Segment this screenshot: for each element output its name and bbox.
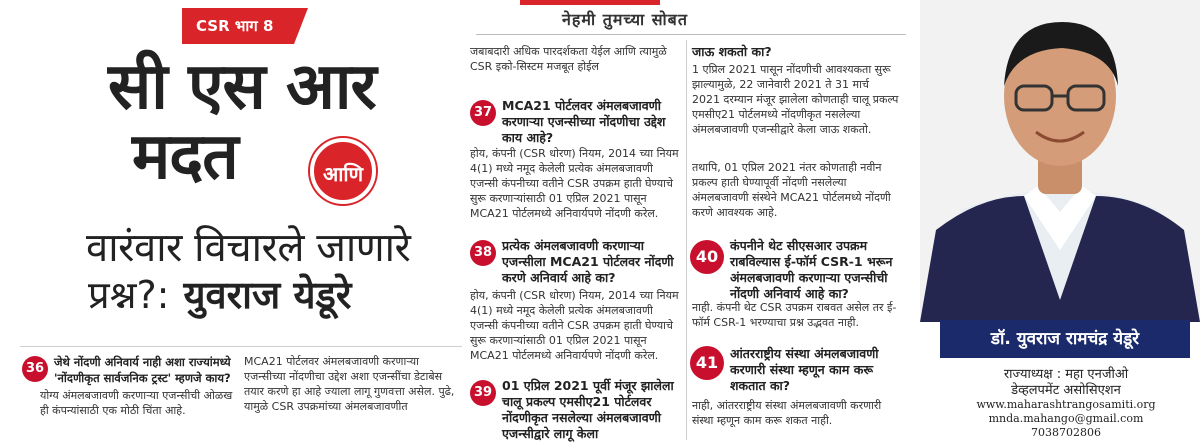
question-number-36: 36 (22, 356, 48, 382)
question-number-40: 40 (690, 240, 724, 274)
question-40: कंपनीने थेट सीएसआर उपक्रम राबविल्यास ई-फॉर्म CSR-1 भरून अंमलबजावणी करणाऱ्या एजन्सीची नोंदणी अनिवार्य आहे का? (730, 238, 893, 301)
question-38: प्रत्येक अंमलबजावणी करणाऱ्या एजन्सीला MCA21 पोर्टलवर नोंदणी करणे अनिवार्य आहे का? (502, 238, 674, 285)
question-number-41: 41 (690, 346, 724, 380)
question-number-39: 39 (470, 380, 496, 406)
answer-41: नाही, आंतरराष्ट्रीय संस्था अंमलबजावणी करणारी संस्था म्हणून काम करू शकत नाही. (692, 399, 882, 427)
question-39: 01 एप्रिल 2021 पूर्वी मंजूर झालेला चालू प्रकल्प एमसीए21 पोर्टलवर नोंदणीकृत नसलेल्या अंमलबजावणी एजन्सीद्वारे लागू केला (502, 378, 674, 441)
bottom-left-continuation: MCA21 पोर्टलवर अंमलबजावणी करणाऱ्या एजन्सीच्या नोंदणीचा उद्देश अशा एजन्सींचा डेटाबेस तयार करणे हा आहे ज्याला लागू गुणवत्ता असेल. पुढे, यामुळे CSR उपक्रमांच्या अंमलबजावणीत (244, 355, 455, 413)
main-title-line2: मदत (132, 120, 238, 194)
answer-38: होय, कंपनी (CSR धोरण) नियम, 2014 च्या नियम 4(1) मध्ये नमूद केलेली प्रत्येक अंमलबजावणी एजन्सी कंपनीच्या वतीने CSR उपक्रम हाती घेण्याचे सुरू करणाऱ्यांसाठी 01 एप्रिल 2021 पासून MCA21 पोर्टलमध्ये अनिवार्यपणे नोंदणी करेल. (470, 289, 679, 362)
main-title-line1: सी एस आर (108, 50, 376, 124)
profile-panel (906, 0, 1200, 448)
portrait-illustration (920, 0, 1200, 322)
profile-organization: डेव्हलपमेंट असोसिएशन (1011, 383, 1121, 398)
question-number-37: 37 (470, 100, 496, 126)
answer-37: होय, कंपनी (CSR धोरण) नियम, 2014 च्या नियम 4(1) मध्ये नमूद केलेली प्रत्येक अंमलबजावणी एजन्सी कंपनीच्या वतीने CSR उपक्रम हाती घेण्याचे सुरू करणाऱ्यांसाठी 01 एप्रिल 2021 पासून MCA21 पोर्टलमध्ये अनिवार्यपणे नोंदणी करेल. (470, 147, 679, 220)
section-banner: CSR भाग 8 (182, 8, 294, 44)
question-number-38: 38 (470, 240, 496, 266)
profile-name: डॉ. युवराज रामचंद्र येडूरे (940, 320, 1190, 358)
question-39-continued: जाऊ शकतो का? (692, 44, 772, 59)
profile-phone: 7038702806 (1031, 426, 1101, 439)
author-name: युवराज येडूरे (183, 273, 352, 317)
question-36: जेथे नोंदणी अनिवार्य नाही अशा राज्यांमध्ये 'नोंदणीकृत सार्वजनिक ट्रस्ट' म्हणजे काय? (54, 355, 231, 385)
masthead-rule (476, 34, 906, 35)
connector-badge: आणि (310, 138, 376, 204)
question-37: MCA21 पोर्टलवर अंमलबजावणी करणाऱ्या एजन्सीच्या नोंदणीचा उद्देश काय आहे? (502, 98, 666, 145)
answer-40: नाही. कंपनी थेट CSR उपक्रम राबवत असेल तर ई-फॉर्म CSR-1 भरण्याचा प्रश्न उद्भवत नाही. (692, 301, 897, 329)
profile-website: www.maharashtrangosamiti.org (976, 398, 1156, 411)
subtitle-prefix: प्रश्न?: (88, 273, 170, 317)
column-divider (686, 40, 687, 440)
subtitle-author-line (88, 268, 351, 320)
profile-email: mnda.mahango@gmail.com (988, 412, 1144, 425)
subtitle: वारंवार विचारले जाणारे (86, 225, 411, 271)
answer-39-continued: तथापि, 01 एप्रिल 2021 नंतर कोणताही नवीन प्रकल्प हाती घेण्यापूर्वी नोंदणी नसलेल्या अंमलबजावणी संस्थेने MCA21 पोर्टलमध्ये नोंदणी करणे आवश्यक आहे. (692, 161, 891, 219)
masthead-accent-bar (520, 0, 660, 5)
col1-intro: जबाबदारी अधिक पारदर्शकता येईल आणि त्यामुळे CSR इको-सिस्टम मजबूत होईल (470, 45, 667, 73)
bottom-left-rule (20, 346, 462, 347)
masthead-tagline: नेहमी तुमच्या सोबत (562, 10, 688, 29)
answer-39: 1 एप्रिल 2021 पासून नोंदणीची आवश्यकता सुरू झाल्यामुळे, 22 जानेवारी 2021 ते 31 मार्च 2021 दरम्यान मंजूर झालेला कोणताही चालू प्रकल्प एमसीए21 पोर्टलमध्ये नोंदणीकृत नसलेल्या अंमलबजावणी एजन्सीद्वारे केला जाऊ शकतो. (692, 63, 899, 136)
portrait-photo (920, 0, 1200, 322)
answer-36: योग्य अंमलबजावणी करणाऱ्या एजन्सीची ओळख ही कंपन्यांसाठी एक मोठी चिंता आहे. (40, 389, 233, 417)
profile-role: राज्याध्यक्ष : महा एनजीओ (1003, 367, 1129, 382)
question-41: आंतरराष्ट्रीय संस्था अंमलबजावणी करणारी संस्था म्हणून काम करू शकतात का? (730, 346, 879, 393)
